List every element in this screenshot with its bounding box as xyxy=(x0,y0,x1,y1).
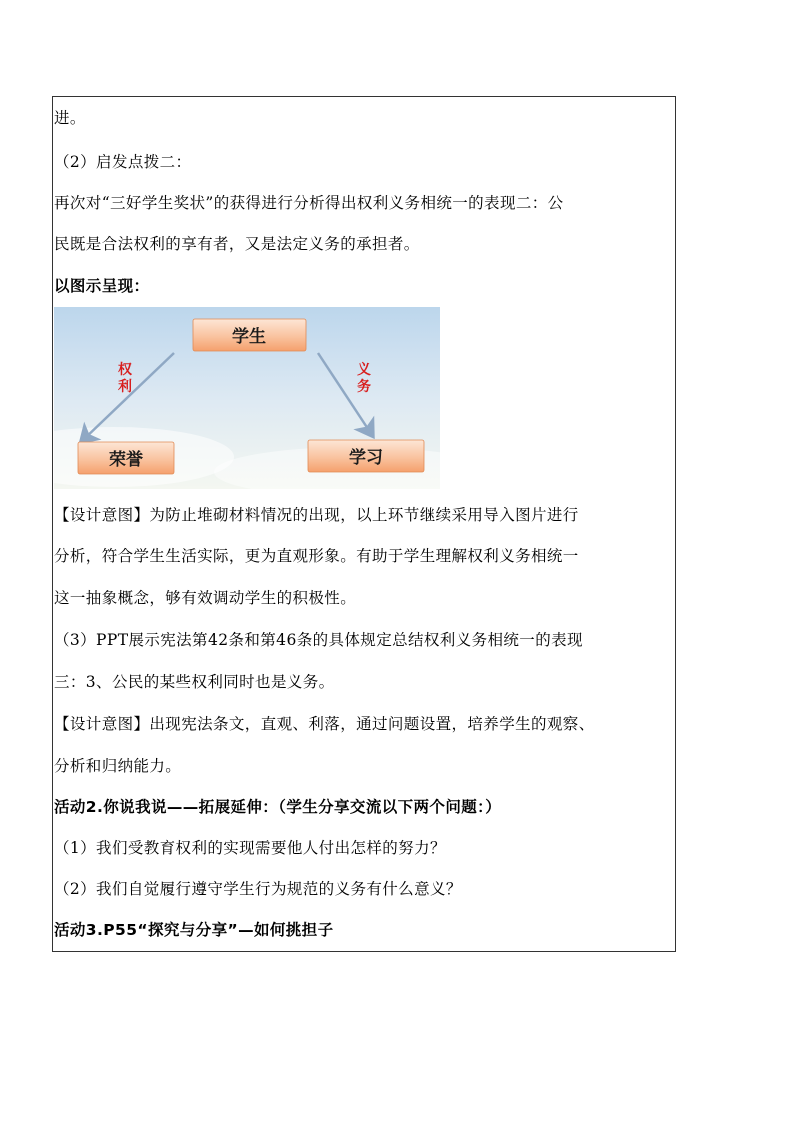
text-line: （3）PPT展示宪法第42条和第46条的具体规定总结权利义务相统一的表现 xyxy=(54,631,583,649)
section-heading: 以图示呈现： xyxy=(54,277,150,295)
activity-heading: 活动2.你说我说——拓展延伸：（学生分享交流以下两个问题：） xyxy=(54,798,502,816)
activity-heading: 活动3.P55“探究与分享”—如何挑担子 xyxy=(54,921,334,939)
text-line: （2）启发点拨二： xyxy=(54,153,192,171)
text-line: （1）我们受教育权利的实现需要他人付出怎样的努力？ xyxy=(54,839,446,857)
text-line: 这一抽象概念，够有效调动学生的积极性。 xyxy=(54,589,357,607)
text-line: 三：3、公民的某些权利同时也是义务。 xyxy=(54,673,335,691)
text-line: （2）我们自觉履行遵守学生行为规范的义务有什么意义？ xyxy=(54,880,462,898)
duties-label-1: 义 xyxy=(357,362,371,378)
text-line: 进。 xyxy=(54,109,86,127)
text-line: 再次对“三好学生奖状”的获得进行分析得出权利义务相统一的表现二：公 xyxy=(54,194,564,212)
top-box xyxy=(193,319,306,351)
text-line: 【设计意图】出现宪法条文，直观、利落，通过问题设置，培养学生的观察、 xyxy=(54,715,595,733)
text-line: 分析和归纳能力。 xyxy=(54,757,182,775)
rights-label-1: 权 xyxy=(118,362,132,378)
right-box xyxy=(308,440,424,472)
left-box-label: 荣誉 xyxy=(109,450,143,470)
duties-label-2: 务 xyxy=(357,379,371,395)
left-box xyxy=(78,442,174,474)
text-line: 分析，符合学生生活实际，更为直观形象。有助于学生理解权利义务相统一 xyxy=(54,547,579,565)
right-box-label: 学习 xyxy=(349,448,383,468)
rights-duties-diagram xyxy=(54,307,440,489)
top-box-label: 学生 xyxy=(232,327,266,347)
text-line: 民既是合法权利的享有者，又是法定义务的承担者。 xyxy=(54,235,420,253)
text-line: 【设计意图】为防止堆砌材料情况的出现，以上环节继续采用导入图片进行 xyxy=(54,506,579,524)
rights-label-2: 利 xyxy=(118,379,132,395)
